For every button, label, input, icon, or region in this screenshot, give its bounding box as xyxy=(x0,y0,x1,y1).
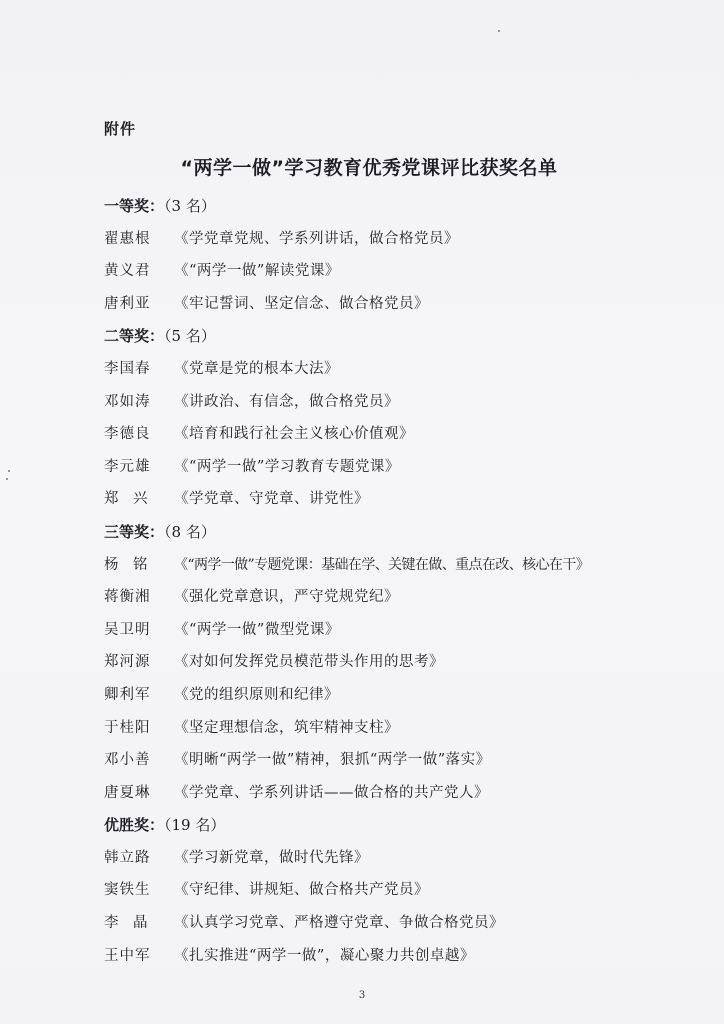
award-entry xyxy=(104,712,644,745)
lecture-title: 《“两学一做”微型党课》 xyxy=(174,621,340,638)
award-entry xyxy=(104,842,644,875)
award-entry xyxy=(104,549,644,582)
awardee-name: 李 晶 xyxy=(104,915,148,932)
lecture-title: 《“两学一做”解读党课》 xyxy=(174,263,340,280)
award-entry xyxy=(104,581,644,614)
lecture-title: 《党章是党的根本大法》 xyxy=(174,360,339,377)
award-entry xyxy=(104,451,644,484)
awardee-name: 卿利军 xyxy=(104,686,151,703)
section-heading-second-prize xyxy=(104,320,644,353)
document-title: “两学一做”学习教育优秀党课评比获奖名单 xyxy=(180,157,558,179)
lecture-title: 《学党章、守党章、讲党性》 xyxy=(174,491,369,508)
award-entry xyxy=(104,353,644,386)
lecture-title: 《对如何发挥党员模范带头作用的思考》 xyxy=(174,654,444,671)
scan-speck xyxy=(6,478,8,480)
award-entry xyxy=(104,907,644,940)
awardee-name: 唐利亚 xyxy=(104,295,151,312)
lecture-title: 《培育和践行社会主义核心价值观》 xyxy=(174,426,414,443)
award-entry xyxy=(104,386,644,419)
section-heading-third-prize xyxy=(104,516,644,549)
section-count: （3 名） xyxy=(164,197,216,215)
award-entry xyxy=(104,614,644,647)
lecture-title: 《牢记誓词、坚定信念、做合格党员》 xyxy=(174,295,429,312)
lecture-title: 《学习新党章，做时代先锋》 xyxy=(174,849,369,866)
award-entry xyxy=(104,874,644,907)
lecture-title: 《学党章、学系列讲话——做合格的共产党人》 xyxy=(174,784,489,801)
award-entry xyxy=(104,940,644,973)
award-entry xyxy=(104,679,644,712)
awardee-name: 邓如涛 xyxy=(104,393,151,410)
awardee-name: 翟惠根 xyxy=(104,230,151,247)
awardee-name: 李德良 xyxy=(104,426,151,443)
awardee-name: 韩立路 xyxy=(104,849,151,866)
lecture-title: 《“两学一做”专题党课：基础在学、关键在做、重点在改、核心在干》 xyxy=(174,556,590,573)
awardee-name: 杨 铭 xyxy=(104,556,148,573)
lecture-title: 《党的组织原则和纪律》 xyxy=(174,686,339,703)
lecture-title: 《扎实推进“两学一做”，凝心聚力共创卓越》 xyxy=(174,947,475,964)
lecture-title: 《坚定理想信念，筑牢精神支柱》 xyxy=(174,719,399,736)
awardee-name: 蒋衡湘 xyxy=(104,589,151,606)
award-entry xyxy=(104,223,644,256)
awardee-name: 唐夏琳 xyxy=(104,784,151,801)
awardee-name: 郑河源 xyxy=(104,654,151,671)
award-entry xyxy=(104,288,644,321)
page-number: 3 xyxy=(358,990,366,1001)
section-heading-label: 一等奖： xyxy=(104,197,165,215)
award-entry xyxy=(104,483,644,516)
award-entry xyxy=(104,646,644,679)
awardee-name: 李国春 xyxy=(104,360,151,377)
section-count: （5 名） xyxy=(164,327,216,346)
awardee-name: 窦铁生 xyxy=(104,882,151,899)
lecture-title: 《强化党章意识，严守党规党纪》 xyxy=(174,589,399,606)
lecture-title: 《认真学习党章、严格遵守党章、争做合格党员》 xyxy=(174,915,504,932)
scan-speck xyxy=(498,30,500,32)
award-entry xyxy=(104,255,644,288)
section-heading-label: 优胜奖： xyxy=(104,816,165,835)
section-heading-first-prize xyxy=(104,190,644,223)
award-entry xyxy=(104,777,644,810)
awardee-name: 于桂阳 xyxy=(104,719,151,736)
section-heading-merit-prize xyxy=(104,809,644,842)
lecture-title: 《讲政治、有信念，做合格党员》 xyxy=(174,393,399,410)
lecture-title: 《明晰“两学一做”精神，狠抓“两学一做”落实》 xyxy=(174,752,491,769)
awardee-name: 李元雄 xyxy=(104,458,151,475)
scan-speck xyxy=(8,470,10,472)
section-heading-label: 二等奖： xyxy=(104,327,165,346)
section-heading-label: 三等奖： xyxy=(104,522,165,541)
lecture-title: 《守纪律、讲规矩、做合格共产党员》 xyxy=(174,882,429,899)
award-entry xyxy=(104,418,644,451)
lecture-title: 《“两学一做”学习教育专题党课》 xyxy=(174,458,400,475)
awardee-name: 邓小善 xyxy=(104,752,151,769)
awardee-name: 郑 兴 xyxy=(104,491,148,508)
awardee-name: 黄义君 xyxy=(104,263,151,280)
lecture-title: 《学党章党规、学系列讲话，做合格党员》 xyxy=(174,230,459,247)
award-list xyxy=(104,190,644,972)
section-count: （8 名） xyxy=(164,522,216,541)
awardee-name: 王中军 xyxy=(104,947,151,964)
award-entry xyxy=(104,744,644,777)
section-count: （19 名） xyxy=(164,816,226,835)
attachment-label: 附件 xyxy=(104,120,137,138)
awardee-name: 吴卫明 xyxy=(104,621,151,638)
